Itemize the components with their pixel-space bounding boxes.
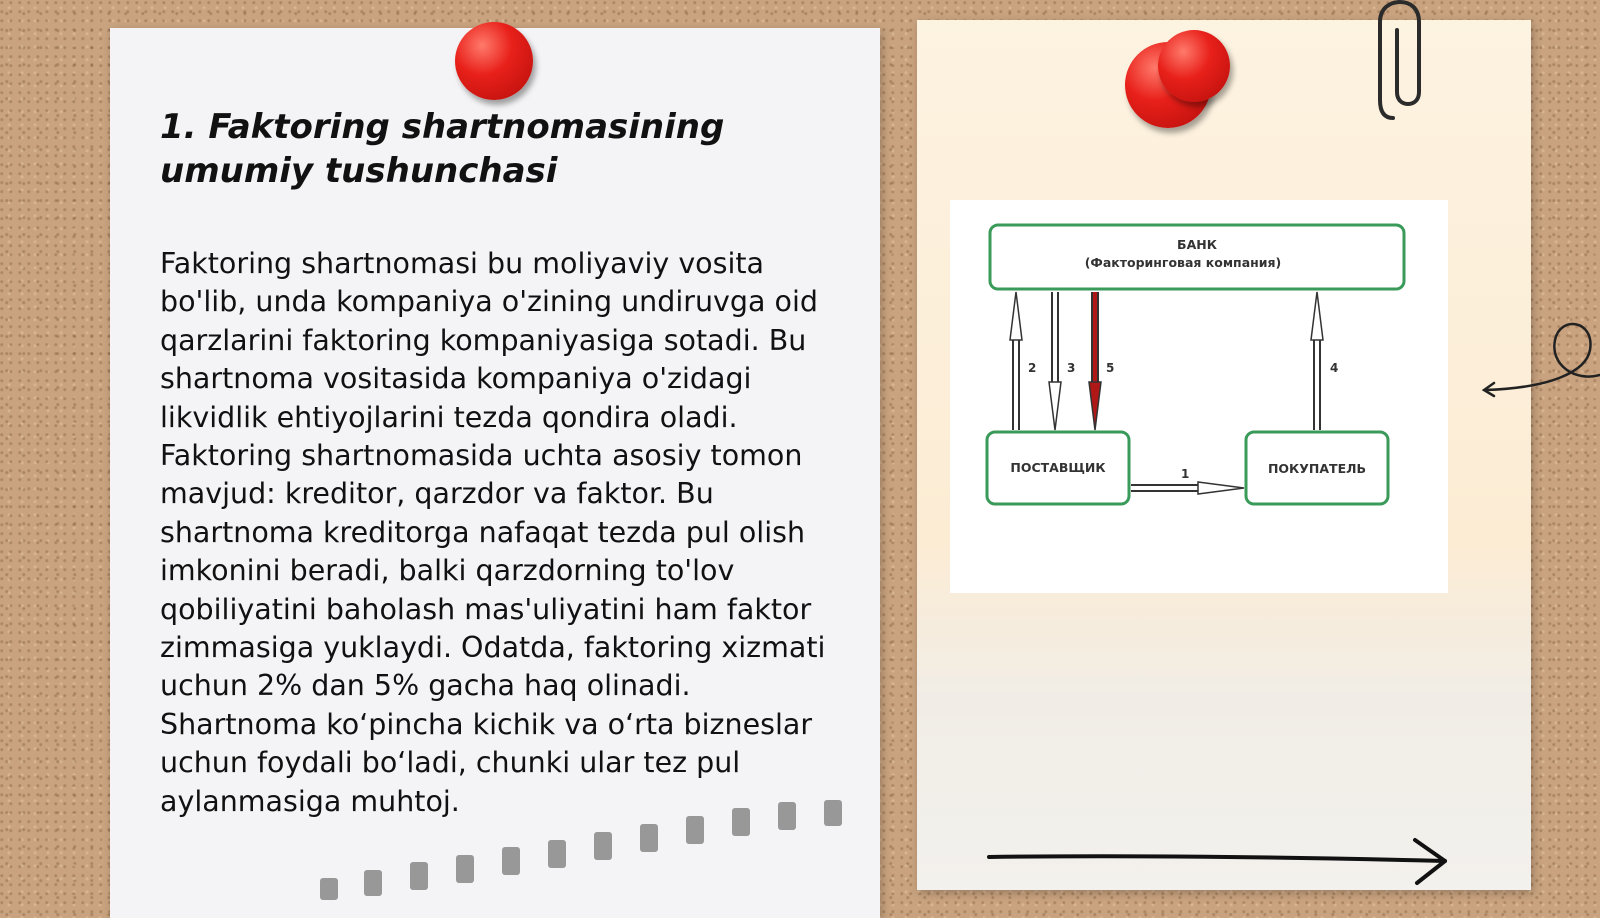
arrow-1-label: 1	[1181, 467, 1190, 481]
arrow-1	[1131, 482, 1244, 494]
bank-sublabel: (Факторинговая компания)	[1084, 255, 1282, 270]
arrow-2-label: 2	[1028, 361, 1037, 375]
arrow-4-label: 4	[1330, 361, 1339, 375]
arrow-5-label: 5	[1106, 361, 1115, 375]
buyer-label: ПОКУПАТЕЛЬ	[1267, 461, 1367, 476]
page-title: 1. Faktoring shartnomasining umumiy tushunchasi	[160, 107, 725, 191]
factoring-diagram-svg	[950, 200, 1448, 593]
bank-label: БАНК	[1177, 237, 1217, 252]
arrow-5	[1089, 292, 1101, 430]
arrow-3	[1049, 292, 1061, 430]
push-pin-icon	[1158, 30, 1230, 102]
right-arrow-icon	[985, 835, 1455, 895]
push-pin-icon	[455, 22, 533, 100]
arrow-3-label: 3	[1067, 361, 1076, 375]
curl-arrow-icon	[1480, 310, 1600, 410]
body-paragraph: Faktoring shartnomasi bu moliyaviy vosita bo'lib, unda kompaniya o'zining undiruvga oid qarzlarini faktoring kompaniyasiga sotadi. Bu shartnoma vositasida kompaniya o'zidagi likvidlik ehtiyojlarini tezda qondira oladi. Faktoring shartnomasida uchta asosiy tomon mavjud: kreditor, qarzdor va faktor. Bu shartnoma kreditorga nafaqat tezda pul olish imkonini beradi, balki qarzdorning to'lov qobiliyatini baholash mas'uliyatini ham faktor zimmasiga yuklaydi. Odatda, faktoring xizmati uchun 2% dan 5% gacha haq olinadi. Shartnoma ko‘pincha kichik va o‘rta bizneslar uchun foydali bo‘ladi, chunki ular tez pul aylanmasiga muhtoj.	[160, 247, 826, 818]
arrow-2	[1010, 292, 1022, 430]
factoring-diagram	[950, 200, 1448, 593]
supplier-label: ПОСТАВЩИК	[1010, 460, 1106, 475]
paper-clip-icon	[1375, 0, 1425, 125]
arrow-4	[1311, 292, 1323, 430]
